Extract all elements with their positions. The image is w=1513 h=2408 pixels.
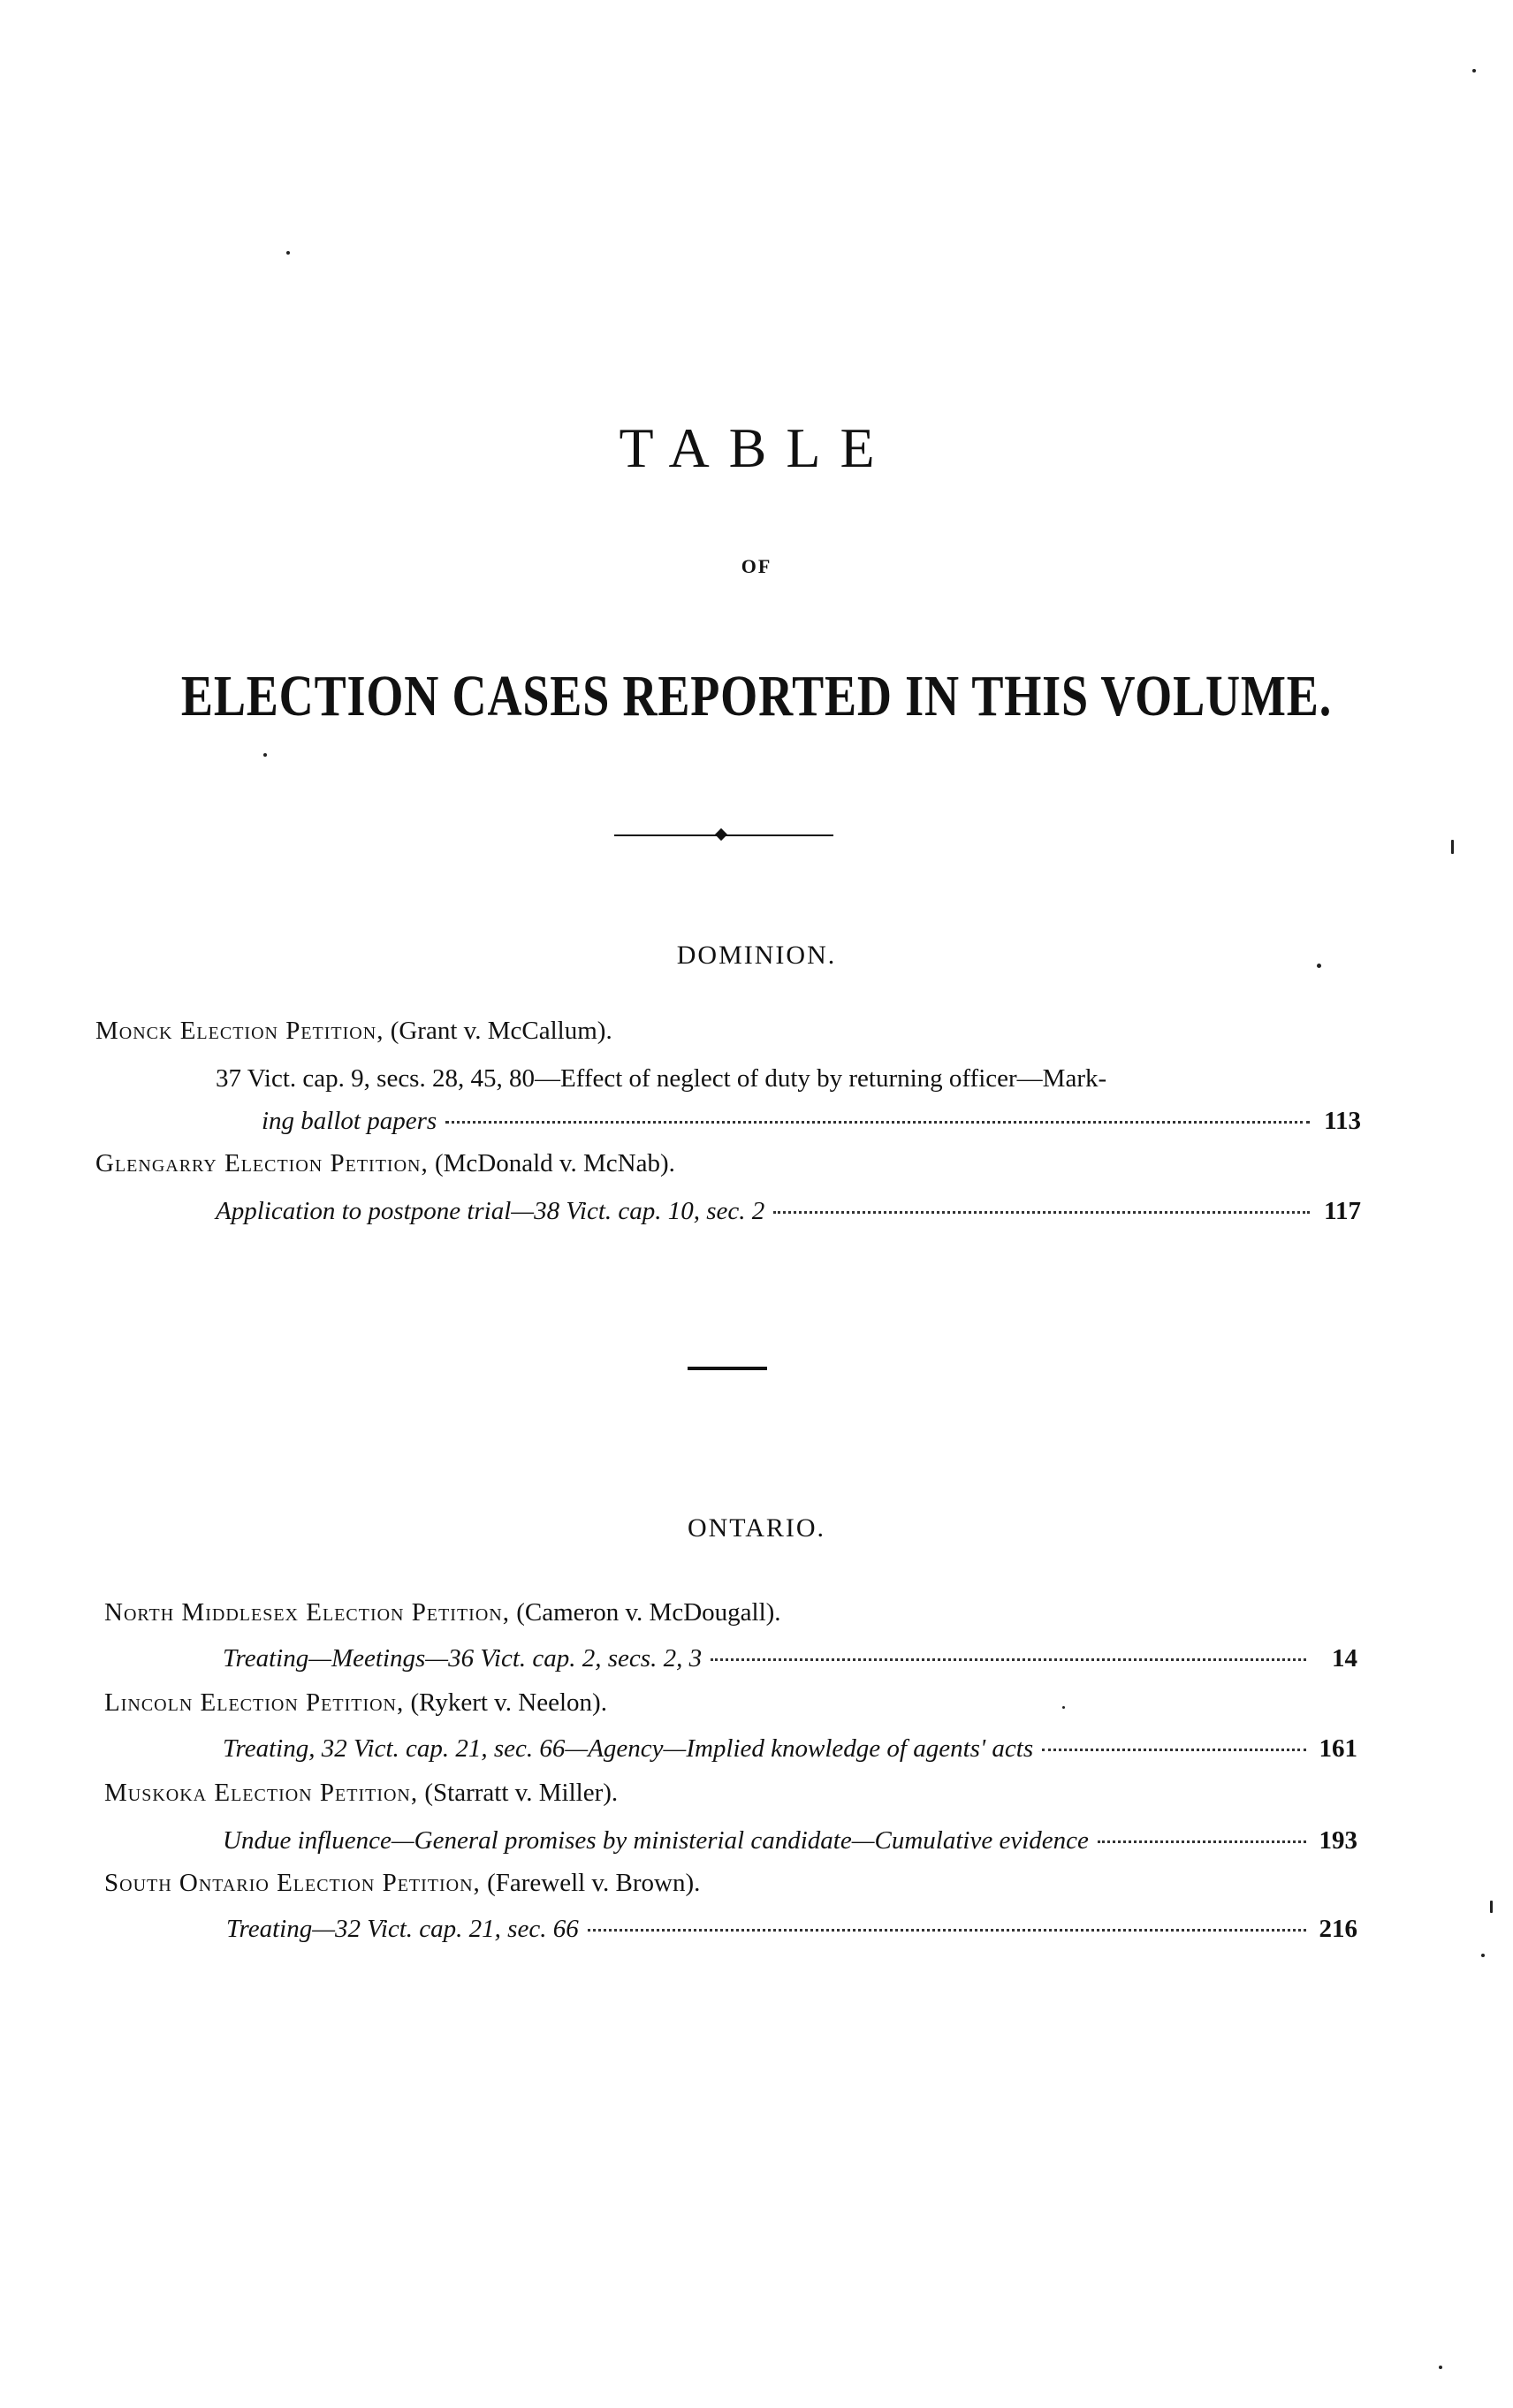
case-name: South Ontario Election Petition, [104, 1869, 481, 1897]
case-entry-south-ontario [104, 1869, 700, 1898]
case-entry-muskoka [104, 1779, 618, 1808]
case-name: Lincoln Election Petition, [104, 1688, 405, 1717]
section-title-dominion: DOMINION. [676, 941, 837, 970]
title-connector: OF [741, 555, 772, 577]
case-name: Monck Election Petition, [95, 1017, 384, 1045]
case-parties: (Grant v. McCallum). [390, 1017, 612, 1045]
dot-leader [773, 1211, 1310, 1214]
case-detail-monck-line1 [216, 1064, 1106, 1094]
case-line-glengarry [216, 1197, 1361, 1226]
section-title-ontario: ONTARIO. [687, 1513, 826, 1543]
case-parties: (Farewell v. Brown). [487, 1869, 701, 1897]
case-parties: (Cameron v. McDougall). [516, 1598, 781, 1627]
dot-leader [445, 1121, 1310, 1124]
dot-leader [588, 1929, 1306, 1932]
case-parties: (McDonald v. McNab). [434, 1149, 675, 1177]
page-title: TABLE [619, 416, 894, 479]
scan-speck [1062, 1706, 1065, 1709]
scan-speck [286, 251, 290, 255]
case-entry-monck [95, 1017, 612, 1046]
diamond-ornament-icon [715, 828, 727, 841]
scan-speck [263, 753, 267, 757]
case-detail-text: Treating—Meetings—36 Vict. cap. 2, secs. 2, 3 [223, 1644, 703, 1673]
scan-speck [1481, 1954, 1485, 1957]
case-detail-text: ing ballot papers [262, 1107, 437, 1135]
page-number: 14 [1332, 1644, 1357, 1673]
case-detail-text: Application to postpone trial—38 Vict. cap. 10, sec. 2 [216, 1197, 765, 1225]
page-number: 193 [1319, 1826, 1357, 1855]
case-line-muskoka [223, 1826, 1357, 1856]
dot-leader [711, 1658, 1306, 1661]
case-entry-glengarry [95, 1149, 675, 1178]
page-number: 117 [1324, 1197, 1361, 1225]
case-detail-text: Treating—32 Vict. cap. 21, sec. 66 [226, 1915, 579, 1943]
case-detail-text: Undue influence—General promises by ministerial candidate—Cumulative evidence [223, 1826, 1089, 1855]
case-parties: (Starratt v. Miller). [424, 1779, 619, 1807]
page-number: 161 [1319, 1734, 1357, 1763]
ornamental-rule [614, 834, 833, 836]
case-name: Muskoka Election Petition, [104, 1779, 419, 1807]
dot-leader [1042, 1749, 1306, 1751]
case-detail-text: Treating, 32 Vict. cap. 21, sec. 66—Agency—Implied knowledge of agents' acts [223, 1734, 1034, 1763]
case-name: Glengarry Election Petition, [95, 1149, 429, 1177]
case-parties: (Rykert v. Neelon). [410, 1688, 607, 1717]
scan-speck [1472, 69, 1476, 72]
case-line-lincoln [223, 1734, 1357, 1764]
case-name: North Middlesex Election Petition, [104, 1598, 510, 1627]
case-line-south-ontario [226, 1915, 1357, 1944]
page-number: 216 [1319, 1915, 1357, 1943]
case-detail-text: 37 Vict. cap. 9, secs. 28, 45, 80—Effect of neglect of duty by returning officer—Mark- [216, 1064, 1107, 1093]
page-number: 113 [1324, 1107, 1361, 1135]
scan-speck [1451, 840, 1454, 854]
case-entry-north-middlesex [104, 1598, 781, 1627]
scan-speck [1490, 1901, 1493, 1913]
page-heading: ELECTION CASES REPORTED IN THIS VOLUME. [180, 664, 1333, 728]
dot-leader [1098, 1840, 1306, 1843]
case-line-monck [262, 1107, 1361, 1136]
scan-speck [1439, 2366, 1442, 2369]
section-divider [688, 1367, 767, 1370]
case-line-north-middlesex [223, 1644, 1357, 1673]
scan-speck [1317, 964, 1321, 968]
case-entry-lincoln [104, 1688, 607, 1718]
